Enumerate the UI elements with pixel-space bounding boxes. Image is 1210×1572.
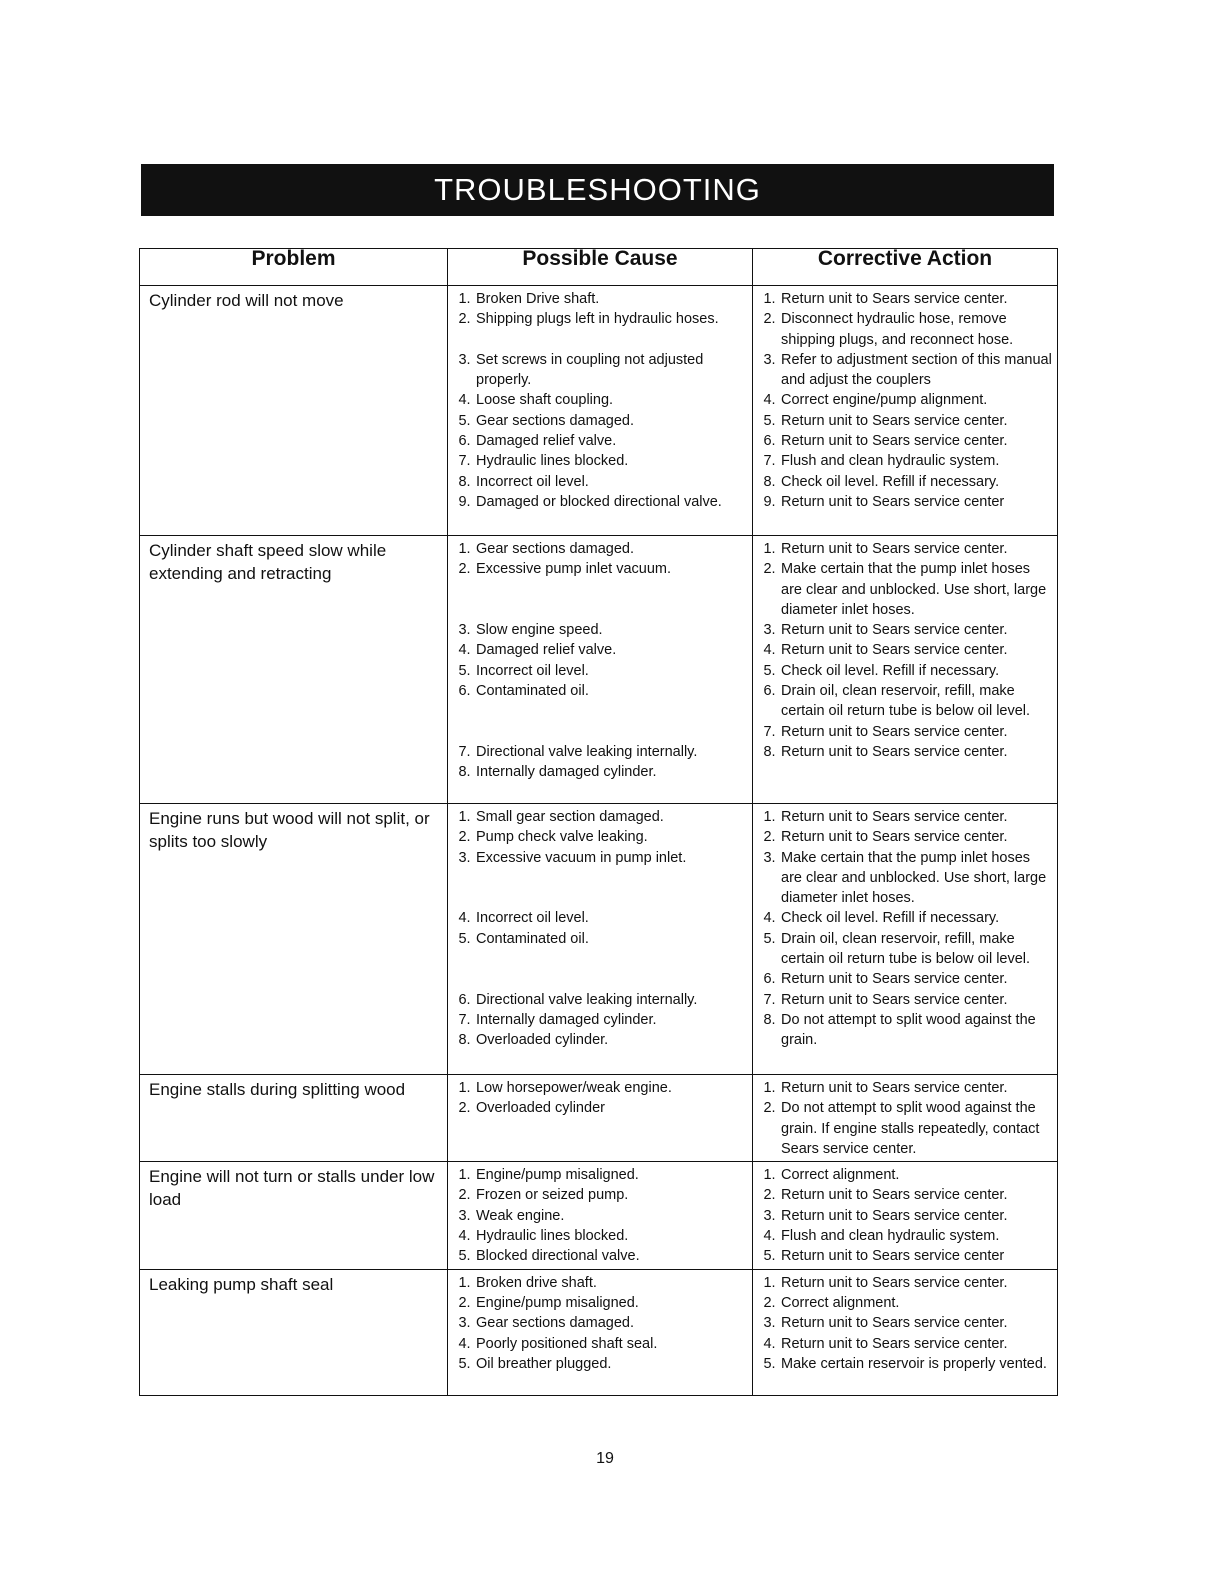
item-text: Flush and clean hydraulic system.	[781, 453, 1000, 470]
item-number: 5.	[763, 1355, 776, 1372]
item-number: 5.	[763, 662, 776, 679]
item-number: 3.	[458, 622, 471, 639]
item-text: Blocked directional valve.	[476, 1248, 640, 1265]
item-text: Contaminated oil.	[476, 683, 589, 700]
item-number: 2.	[763, 311, 776, 328]
item-number: 3.	[763, 1207, 776, 1224]
item-number: 2.	[763, 1100, 776, 1117]
item-number: 1.	[763, 291, 776, 307]
item-number: 6.	[458, 683, 471, 700]
item-text: Return unit to Sears service center.	[781, 622, 1008, 639]
item-text: Do not attempt to split wood against the grain.	[781, 1011, 1036, 1049]
list-item	[453, 848, 748, 868]
table-row	[140, 804, 1058, 1075]
item-text: Incorrect oil level.	[476, 473, 589, 490]
item-text: Correct alignment.	[781, 1167, 900, 1184]
item-text: Refer to adjustment section of this manual and adjust the couplers	[781, 351, 1052, 389]
item-number: 1.	[763, 809, 776, 825]
item-number: 5.	[458, 412, 471, 429]
item-text: Drain oil, clean reservoir, refill, make certain oil return tube is below oil level.	[781, 930, 1031, 968]
item-number: 4.	[763, 392, 776, 409]
list-item	[453, 1098, 748, 1118]
item-number: 1.	[763, 1080, 776, 1096]
list-item	[453, 1273, 748, 1293]
item-text: Excessive pump inlet vacuum.	[476, 561, 672, 578]
item-text: Return unit to Sears service center.	[781, 829, 1008, 846]
item-text: Hydraulic lines blocked.	[476, 1228, 629, 1245]
list-item	[758, 1185, 1053, 1205]
item-text: Drain oil, clean reservoir, refill, make certain oil return tube is below oil level.	[781, 683, 1031, 720]
item-text: Check oil level. Refill if necessary.	[781, 473, 1000, 490]
item-number: 6.	[458, 433, 471, 450]
list-item	[453, 827, 748, 847]
item-number: 7.	[763, 723, 776, 740]
item-number: 8.	[763, 1011, 776, 1028]
item-number: 7.	[458, 453, 471, 470]
item-number: 7.	[763, 453, 776, 470]
table-row	[140, 1162, 1058, 1269]
item-text: Return unit to Sears service center.	[781, 1315, 1008, 1332]
problem-cell: Engine stalls during splitting wood	[140, 1075, 448, 1162]
item-text: Return unit to Sears service center	[781, 493, 1005, 510]
item-text: Disconnect hydraulic hose, remove shipping plugs, and reconnect hose.	[781, 311, 1014, 348]
list-item	[758, 807, 1053, 827]
header-possible-cause: Possible Cause	[448, 249, 753, 286]
item-number: 2.	[458, 1100, 471, 1117]
list-item	[453, 1078, 748, 1098]
item-text: Pump check valve leaking.	[476, 829, 648, 846]
list-item	[758, 431, 1053, 451]
possible-cause-cell	[448, 1162, 753, 1269]
list-item	[758, 1313, 1053, 1333]
list-item	[758, 1098, 1053, 1159]
item-text: Gear sections damaged.	[476, 412, 634, 429]
item-text: Set screws in coupling not adjusted properly.	[476, 351, 704, 389]
cause-list	[453, 289, 748, 512]
item-number: 3.	[458, 849, 471, 866]
list-item	[453, 1165, 748, 1185]
page-title: TROUBLESHOOTING	[141, 164, 1054, 216]
list-item	[453, 1185, 748, 1205]
item-text: Gear sections damaged.	[476, 1315, 634, 1332]
item-text: Check oil level. Refill if necessary.	[781, 910, 1000, 927]
item-number: 6.	[458, 991, 471, 1008]
item-text: Loose shaft coupling.	[476, 392, 614, 409]
item-number: 2.	[763, 829, 776, 846]
item-text: Do not attempt to split wood against the grain. If engine stalls repeatedly, contact Sears service center.	[781, 1100, 1040, 1157]
list-item	[453, 1030, 748, 1050]
list-item	[758, 411, 1053, 431]
item-text: Correct engine/pump alignment.	[781, 392, 988, 409]
item-number: 3.	[458, 351, 471, 368]
list-item	[453, 908, 748, 928]
list-item	[453, 1334, 748, 1354]
list-item	[758, 661, 1053, 681]
list-item	[758, 620, 1053, 640]
item-text: Return unit to Sears service center.	[781, 1187, 1008, 1204]
item-number: 4.	[458, 642, 471, 659]
list-item	[758, 1010, 1053, 1051]
item-number: 3.	[458, 1207, 471, 1224]
list-item	[758, 1334, 1053, 1354]
list-item	[453, 390, 748, 410]
list-item	[758, 350, 1053, 391]
possible-cause-cell	[448, 1269, 753, 1395]
item-number: 5.	[458, 662, 471, 679]
item-number: 1.	[763, 1167, 776, 1184]
list-item	[758, 451, 1053, 471]
item-number: 7.	[458, 1011, 471, 1028]
item-number: 6.	[763, 433, 776, 450]
item-text: Broken Drive shaft.	[476, 291, 600, 307]
cause-list	[453, 1273, 748, 1374]
item-number: 5.	[458, 930, 471, 947]
item-number: 6.	[763, 971, 776, 988]
item-text: Gear sections damaged.	[476, 541, 634, 557]
cause-list	[453, 807, 748, 1051]
possible-cause-cell	[448, 286, 753, 536]
list-item	[453, 929, 748, 949]
list-item	[453, 742, 748, 762]
item-number: 4.	[763, 642, 776, 659]
item-text: Excessive vacuum in pump inlet.	[476, 849, 687, 866]
item-number: 1.	[458, 291, 471, 307]
list-item	[758, 390, 1053, 410]
list-item	[453, 807, 748, 827]
cause-list	[453, 1165, 748, 1266]
header-row	[140, 249, 1058, 286]
list-item	[758, 990, 1053, 1010]
table-row	[140, 286, 1058, 536]
item-number: 7.	[458, 743, 471, 760]
table-body	[140, 286, 1058, 1396]
list-item	[453, 762, 748, 782]
problem-cell: Engine runs but wood will not split, or splits too slowly	[140, 804, 448, 1075]
list-item	[453, 620, 748, 640]
item-number: 2.	[458, 1294, 471, 1311]
item-number: 1.	[458, 809, 471, 825]
possible-cause-cell	[448, 804, 753, 1075]
item-text: Hydraulic lines blocked.	[476, 453, 629, 470]
item-text: Return unit to Sears service center.	[781, 991, 1008, 1008]
list-item	[758, 1246, 1053, 1266]
item-text: Return unit to Sears service center.	[781, 1335, 1008, 1352]
item-text: Low horsepower/weak engine.	[476, 1080, 672, 1096]
list-item	[758, 1354, 1053, 1374]
list-item	[453, 1246, 748, 1266]
list-item	[758, 1226, 1053, 1246]
list-item	[453, 289, 748, 309]
troubleshooting-table	[139, 248, 1058, 1396]
item-number: 2.	[458, 1187, 471, 1204]
item-number: 2.	[458, 561, 471, 578]
item-number: 4.	[458, 392, 471, 409]
action-list	[758, 1273, 1053, 1374]
problem-cell: Engine will not turn or stalls under low load	[140, 1162, 448, 1269]
cause-list	[453, 539, 748, 783]
item-number: 1.	[458, 1274, 471, 1291]
item-text: Oil breather plugged.	[476, 1355, 612, 1372]
list-item	[453, 350, 748, 391]
item-number: 5.	[763, 930, 776, 947]
list-item	[453, 431, 748, 451]
list-item	[758, 969, 1053, 989]
problem-cell: Cylinder rod will not move	[140, 286, 448, 536]
item-text: Return unit to Sears service center.	[781, 291, 1008, 307]
corrective-action-cell	[753, 286, 1058, 536]
item-text: Engine/pump misaligned.	[476, 1294, 639, 1311]
table-row	[140, 1269, 1058, 1395]
list-item	[758, 559, 1053, 620]
item-number: 4.	[458, 910, 471, 927]
list-item	[758, 908, 1053, 928]
list-item	[453, 451, 748, 471]
item-text: Return unit to Sears service center	[781, 1248, 1005, 1265]
list-item	[453, 681, 748, 701]
item-number: 5.	[458, 1355, 471, 1372]
item-text: Return unit to Sears service center.	[781, 1274, 1008, 1291]
table-row	[140, 536, 1058, 804]
action-list	[758, 1165, 1053, 1266]
list-item	[453, 1293, 748, 1313]
item-text: Return unit to Sears service center.	[781, 723, 1008, 740]
list-item	[453, 492, 748, 512]
item-text: Incorrect oil level.	[476, 662, 589, 679]
item-number: 1.	[763, 1274, 776, 1291]
list-item	[758, 929, 1053, 970]
list-item	[453, 661, 748, 681]
item-number: 4.	[458, 1228, 471, 1245]
list-item	[453, 411, 748, 431]
list-item	[758, 539, 1053, 559]
item-text: Return unit to Sears service center.	[781, 541, 1008, 557]
item-number: 1.	[458, 1080, 471, 1096]
item-text: Poorly positioned shaft seal.	[476, 1335, 658, 1352]
item-text: Directional valve leaking internally.	[476, 991, 698, 1008]
item-number: 2.	[763, 1187, 776, 1204]
item-text: Internally damaged cylinder.	[476, 764, 657, 781]
list-item	[453, 640, 748, 660]
item-number: 2.	[458, 829, 471, 846]
item-number: 7.	[763, 991, 776, 1008]
item-text: Internally damaged cylinder.	[476, 1011, 657, 1028]
item-number: 1.	[763, 541, 776, 557]
list-item	[453, 1226, 748, 1246]
problem-cell: Leaking pump shaft seal	[140, 1269, 448, 1395]
item-text: Damaged or blocked directional valve.	[476, 493, 722, 510]
item-text: Shipping plugs left in hydraulic hoses.	[476, 311, 719, 328]
list-item	[758, 472, 1053, 492]
list-item	[453, 990, 748, 1010]
item-text: Slow engine speed.	[476, 622, 603, 639]
item-text: Weak engine.	[476, 1207, 565, 1224]
list-item	[758, 492, 1053, 512]
list-item	[758, 681, 1053, 722]
item-number: 2.	[763, 561, 776, 578]
item-text: Return unit to Sears service center.	[781, 809, 1008, 825]
corrective-action-cell	[753, 536, 1058, 804]
action-list	[758, 539, 1053, 762]
item-number: 6.	[763, 683, 776, 700]
item-number: 5.	[763, 1248, 776, 1265]
item-text: Directional valve leaking internally.	[476, 743, 698, 760]
problem-cell: Cylinder shaft speed slow while extending and retracting	[140, 536, 448, 804]
list-item	[453, 1313, 748, 1333]
list-item	[453, 309, 748, 329]
item-number: 4.	[458, 1335, 471, 1352]
item-number: 1.	[458, 1167, 471, 1184]
item-text: Incorrect oil level.	[476, 910, 589, 927]
item-number: 4.	[763, 910, 776, 927]
item-text: Return unit to Sears service center.	[781, 1080, 1008, 1096]
item-number: 9.	[458, 493, 471, 510]
list-item	[758, 1273, 1053, 1293]
item-text: Make certain that the pump inlet hoses are clear and unblocked. Use short, large diameter inlet hoses.	[781, 561, 1047, 618]
table-row	[140, 1075, 1058, 1162]
item-number: 8.	[458, 473, 471, 490]
list-item	[758, 848, 1053, 909]
action-list	[758, 289, 1053, 512]
item-text: Damaged relief valve.	[476, 642, 617, 659]
list-item	[758, 1165, 1053, 1185]
item-number: 9.	[763, 493, 776, 510]
item-text: Broken drive shaft.	[476, 1274, 597, 1291]
header-corrective-action: Corrective Action	[753, 249, 1058, 286]
item-number: 2.	[458, 311, 471, 328]
corrective-action-cell	[753, 1075, 1058, 1162]
item-text: Frozen or seized pump.	[476, 1187, 629, 1204]
item-number: 3.	[763, 351, 776, 368]
item-number: 8.	[458, 1032, 471, 1049]
list-item	[758, 827, 1053, 847]
item-text: Overloaded cylinder	[476, 1100, 605, 1117]
item-text: Damaged relief valve.	[476, 433, 617, 450]
item-text: Check oil level. Refill if necessary.	[781, 662, 1000, 679]
item-text: Return unit to Sears service center.	[781, 1207, 1008, 1224]
item-number: 4.	[763, 1228, 776, 1245]
list-item	[453, 1010, 748, 1030]
item-number: 8.	[458, 764, 471, 781]
item-number: 3.	[763, 622, 776, 639]
item-number: 1.	[458, 541, 471, 557]
corrective-action-cell	[753, 1269, 1058, 1395]
item-text: Return unit to Sears service center.	[781, 433, 1008, 450]
possible-cause-cell	[448, 536, 753, 804]
item-number: 8.	[763, 743, 776, 760]
list-item	[758, 742, 1053, 762]
corrective-action-cell	[753, 1162, 1058, 1269]
item-number: 3.	[763, 849, 776, 866]
item-number: 5.	[458, 1248, 471, 1265]
list-item	[453, 472, 748, 492]
item-text: Return unit to Sears service center.	[781, 743, 1008, 760]
item-text: Make certain reservoir is properly vented.	[781, 1355, 1047, 1372]
list-item	[758, 1293, 1053, 1313]
item-text: Small gear section damaged.	[476, 809, 664, 825]
item-number: 2.	[763, 1294, 776, 1311]
item-text: Return unit to Sears service center.	[781, 971, 1008, 988]
item-text: Return unit to Sears service center.	[781, 412, 1008, 429]
list-item	[453, 1206, 748, 1226]
item-text: Make certain that the pump inlet hoses are clear and unblocked. Use short, large diameter inlet hoses.	[781, 849, 1047, 907]
possible-cause-cell	[448, 1075, 753, 1162]
item-text: Correct alignment.	[781, 1294, 900, 1311]
action-list	[758, 1078, 1053, 1159]
item-number: 3.	[458, 1315, 471, 1332]
item-text: Engine/pump misaligned.	[476, 1167, 639, 1184]
list-item	[758, 722, 1053, 742]
list-item	[758, 640, 1053, 660]
item-text: Return unit to Sears service center.	[781, 642, 1008, 659]
item-number: 3.	[763, 1315, 776, 1332]
list-item	[758, 1206, 1053, 1226]
list-item	[453, 559, 748, 579]
list-item	[453, 539, 748, 559]
cause-list	[453, 1078, 748, 1119]
list-item	[758, 289, 1053, 309]
item-number: 8.	[763, 473, 776, 490]
page-number: 19	[596, 1450, 614, 1467]
list-item	[453, 1354, 748, 1374]
item-text: Overloaded cylinder.	[476, 1032, 609, 1049]
item-number: 5.	[763, 412, 776, 429]
item-text: Flush and clean hydraulic system.	[781, 1228, 1000, 1245]
item-number: 4.	[763, 1335, 776, 1352]
item-text: Contaminated oil.	[476, 930, 589, 947]
action-list	[758, 807, 1053, 1051]
header-problem: Problem	[140, 249, 448, 286]
list-item	[758, 309, 1053, 350]
list-item	[758, 1078, 1053, 1098]
corrective-action-cell	[753, 804, 1058, 1075]
